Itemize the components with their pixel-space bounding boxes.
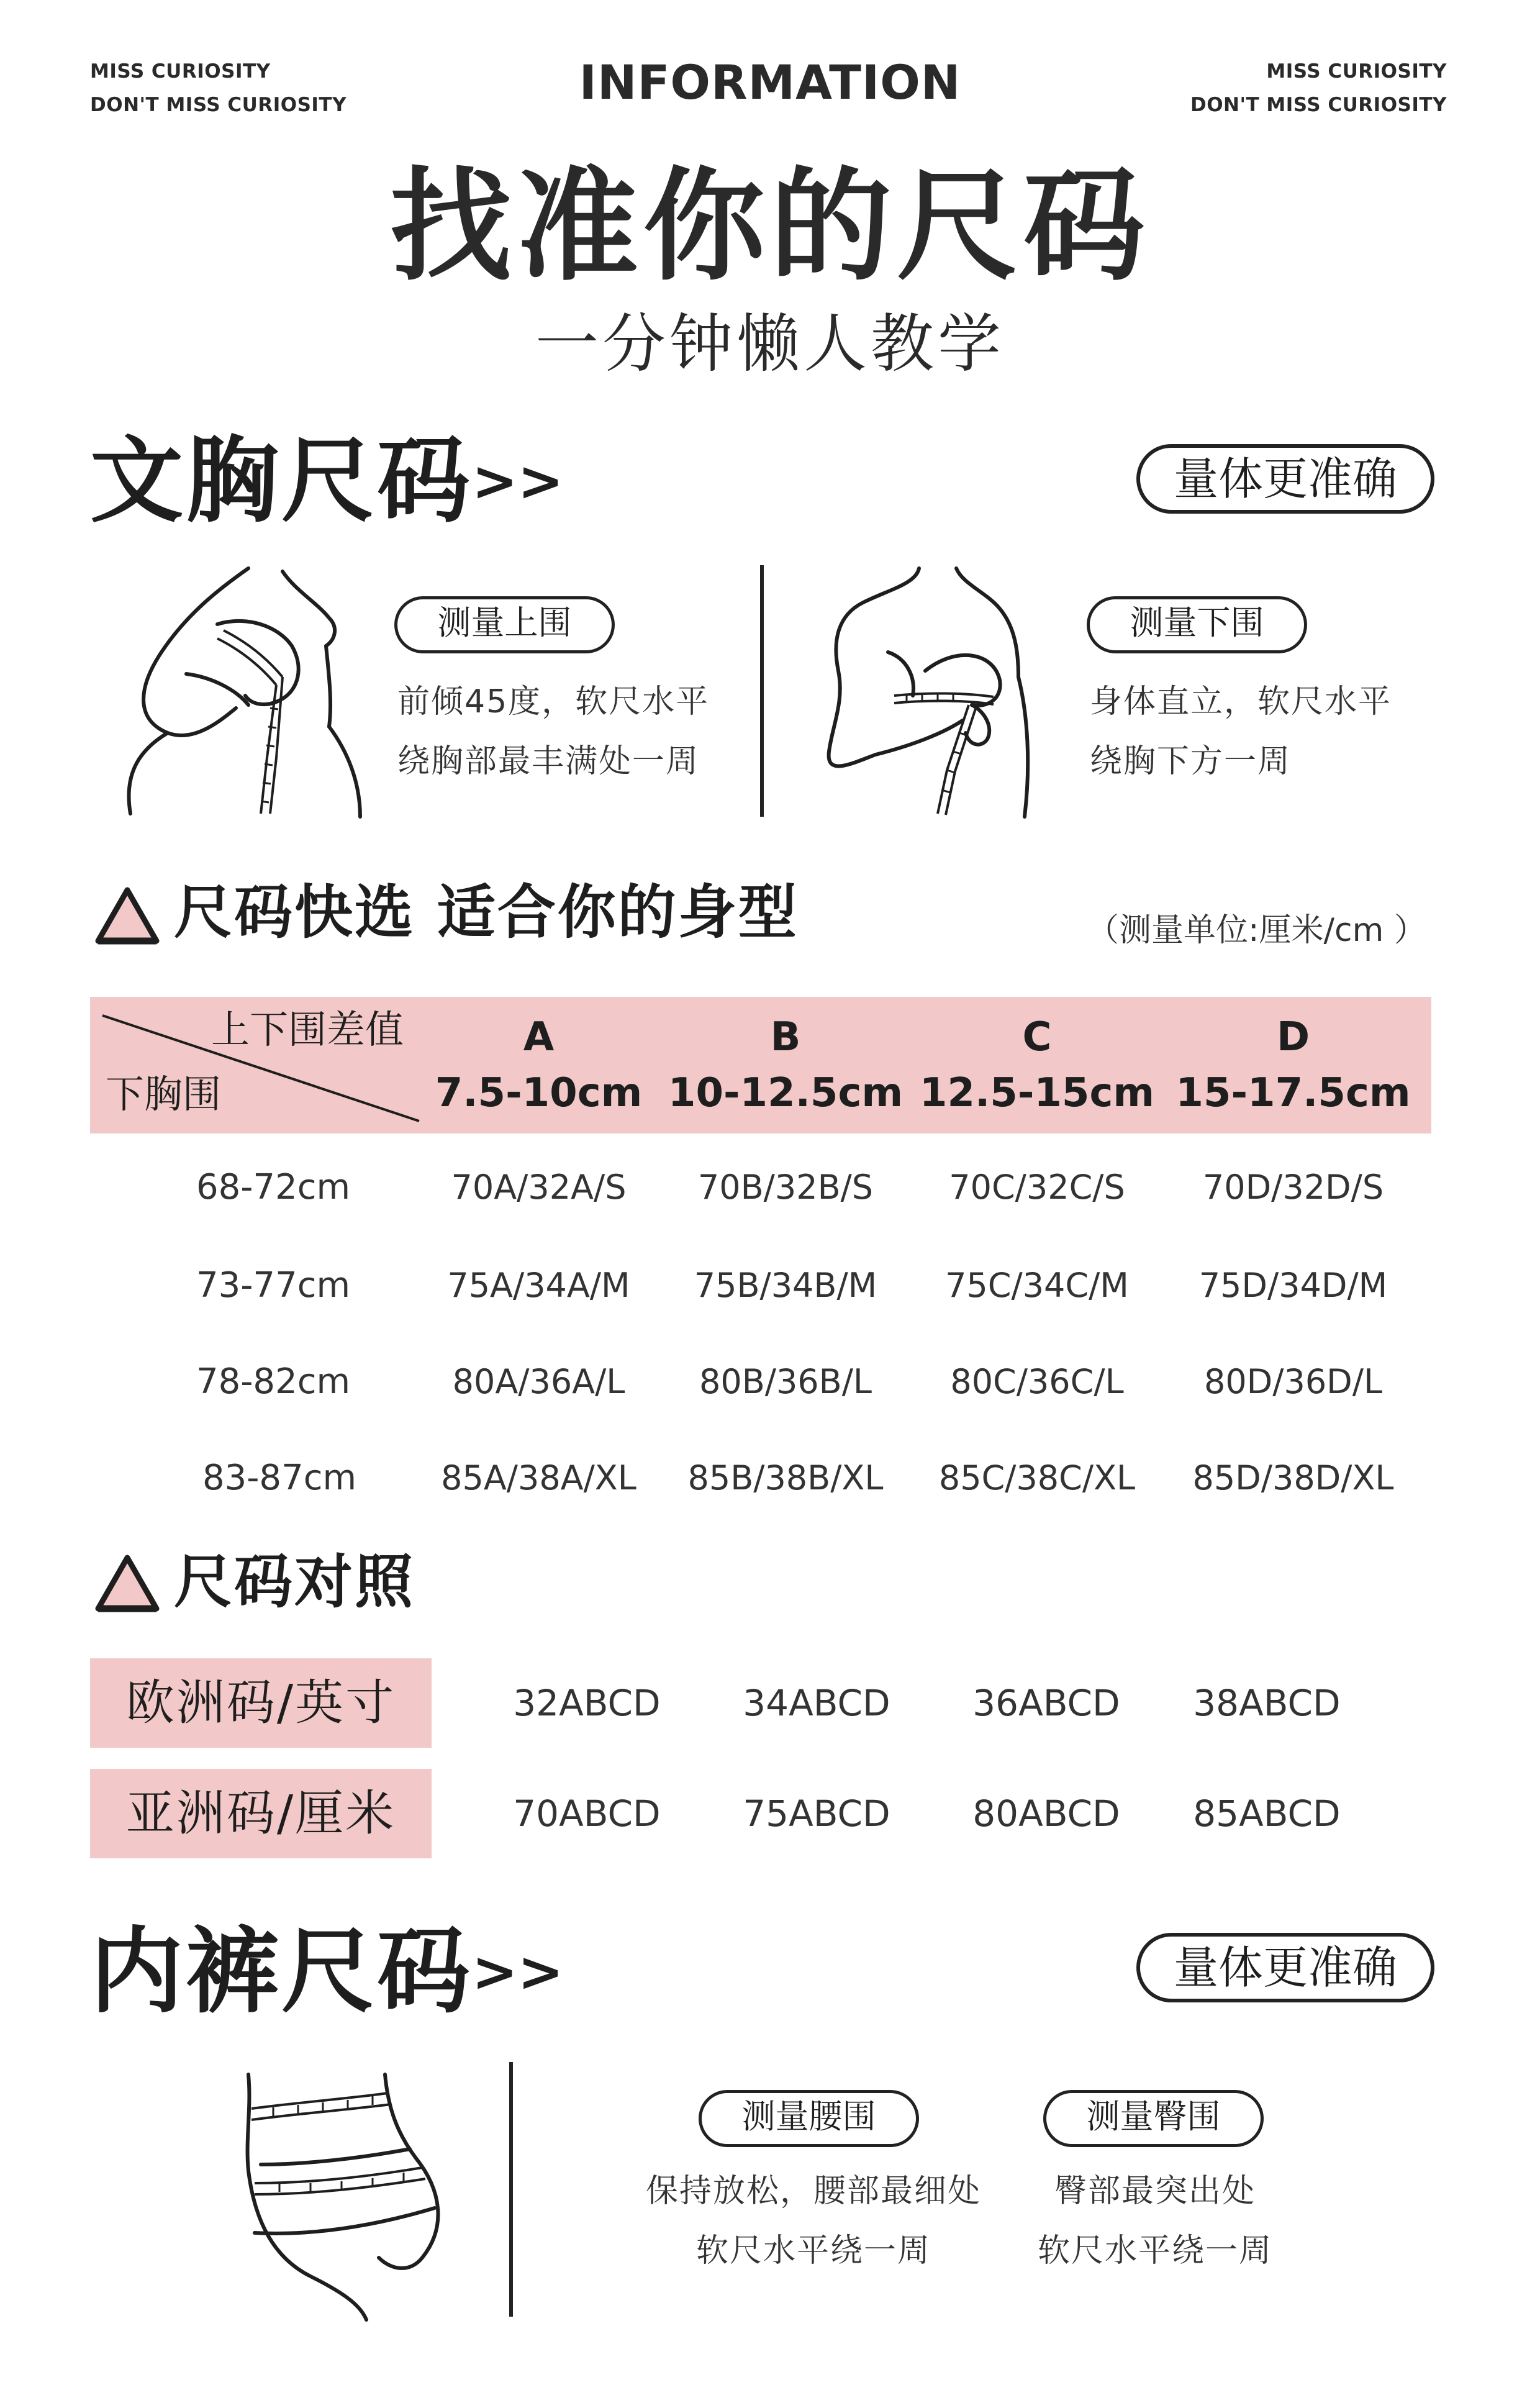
size-cell: 70D/32D/S — [1202, 1168, 1384, 1207]
quick-select-title: 尺码快选 适合你的身型 — [174, 879, 799, 947]
cup-letter: B — [770, 1014, 801, 1060]
comparison-value: 38ABCD — [1193, 1682, 1341, 1724]
info-title: INFORMATION — [579, 55, 961, 110]
lower-instruction-line2: 绕胸下方一周 — [1090, 743, 1292, 780]
row-underbust-68-72: 68-72cm — [196, 1167, 351, 1207]
under-bust-illustration — [813, 565, 1062, 820]
row-underbust-73-77: 73-77cm — [196, 1265, 351, 1306]
comparison-value: 80ABCD — [972, 1792, 1120, 1835]
hip-instructions — [994, 2161, 1316, 2281]
brand-right — [1190, 55, 1447, 122]
size-cell: 70C/32C/S — [949, 1168, 1125, 1207]
measure-waist-pill: 测量腰围 — [699, 2090, 919, 2147]
size-cell: 75D/34D/M — [1198, 1266, 1388, 1305]
size-cell: 70A/32A/S — [451, 1168, 627, 1207]
panty-accuracy-pill: 量体更准确 — [1136, 1933, 1434, 2002]
size-cell: 85A/38A/XL — [441, 1458, 636, 1497]
comparison-value: 32ABCD — [513, 1682, 661, 1724]
cup-header-c — [910, 1012, 1164, 1118]
triangle-icon — [93, 1553, 161, 1615]
size-cell: 85C/38C/XL — [938, 1458, 1136, 1497]
bra-section-title: 文胸尺码 — [90, 427, 473, 535]
brand-right-line1: MISS CURIOSITY — [1266, 60, 1447, 83]
comparison-title: 尺码对照 — [174, 1548, 415, 1616]
comparison-value: 70ABCD — [513, 1792, 661, 1835]
upper-instructions — [397, 672, 770, 791]
page-title: 找准你的尺码 — [389, 156, 1150, 298]
panty-section-title: 内裤尺码 — [90, 1918, 473, 2026]
upper-bust-illustration — [124, 565, 385, 820]
brand-right-line2: DON'T MISS CURIOSITY — [1190, 94, 1447, 116]
cup-letter: A — [523, 1014, 555, 1060]
measure-lower-pill: 测量下围 — [1087, 596, 1307, 653]
comparison-value: 85ABCD — [1193, 1792, 1341, 1835]
comparison-value: 75ABCD — [743, 1792, 890, 1835]
cup-range: 15-17.5cm — [1175, 1070, 1411, 1116]
asia-cm-label: 亚洲码/厘米 — [90, 1769, 432, 1858]
bra-section-arrows: >> — [472, 449, 564, 513]
brand-left-line2: DON'T MISS CURIOSITY — [90, 94, 347, 116]
brand-left-line1: MISS CURIOSITY — [90, 60, 271, 83]
comparison-value: 34ABCD — [743, 1682, 890, 1724]
size-cell: 75B/34B/M — [694, 1266, 877, 1305]
hip-instruction-line1: 臀部最突出处 — [1054, 2173, 1256, 2210]
panty-divider — [509, 2062, 513, 2317]
lower-instruction-line1: 身体直立，软尺水平 — [1090, 683, 1392, 720]
cup-header-b — [661, 1012, 910, 1118]
size-cell: 80D/36D/L — [1203, 1362, 1383, 1401]
hip-instruction-line2: 软尺水平绕一周 — [1037, 2232, 1272, 2269]
measure-unit-note: （测量单位:厘米/cm ） — [1087, 912, 1426, 949]
upper-instruction-line1: 前倾45度，软尺水平 — [397, 683, 710, 720]
cup-range: 7.5-10cm — [435, 1070, 643, 1116]
measure-hip-pill: 测量臀围 — [1043, 2090, 1264, 2147]
bra-divider — [760, 565, 764, 817]
waist-hip-illustration — [236, 2071, 460, 2320]
waist-instructions — [615, 2161, 1012, 2281]
cup-range: 10-12.5cm — [668, 1070, 904, 1116]
eu-inch-label: 欧洲码/英寸 — [90, 1658, 432, 1748]
bra-accuracy-pill: 量体更准确 — [1136, 444, 1434, 514]
size-cell: 80B/36B/L — [699, 1362, 872, 1401]
waist-instruction-line2: 软尺水平绕一周 — [695, 2232, 931, 2269]
cup-range: 12.5-15cm — [919, 1070, 1155, 1116]
cup-letter: C — [1022, 1014, 1052, 1060]
cup-header-a — [422, 1012, 655, 1118]
cup-header-d — [1167, 1012, 1419, 1118]
row-underbust-83-87: 83-87cm — [202, 1458, 357, 1498]
measure-upper-pill: 测量上围 — [394, 596, 615, 653]
size-cell: 75C/34C/M — [945, 1266, 1129, 1305]
comparison-value: 36ABCD — [972, 1682, 1120, 1724]
panty-section-arrows: >> — [472, 1940, 564, 2004]
size-cell: 80C/36C/L — [950, 1362, 1124, 1401]
waist-instruction-line1: 保持放松，腰部最细处 — [645, 2173, 981, 2210]
size-cell: 85B/38B/XL — [687, 1458, 884, 1497]
size-cell: 85D/38D/XL — [1192, 1458, 1394, 1497]
table-corner-diff-label: 上下围差值 — [211, 1007, 404, 1052]
table-corner-underbust-label: 下胸围 — [106, 1071, 222, 1117]
size-cell: 75A/34A/M — [447, 1266, 630, 1305]
page-subtitle: 一分钟懒人教学 — [535, 307, 1005, 381]
triangle-icon — [93, 885, 161, 947]
row-underbust-78-82: 78-82cm — [196, 1361, 351, 1402]
cup-letter: D — [1276, 1014, 1310, 1060]
size-cell: 70B/32B/S — [697, 1168, 874, 1207]
size-cell: 80A/36A/L — [452, 1362, 625, 1401]
lower-instructions — [1090, 672, 1475, 791]
upper-instruction-line2: 绕胸部最丰满处一周 — [397, 743, 700, 780]
